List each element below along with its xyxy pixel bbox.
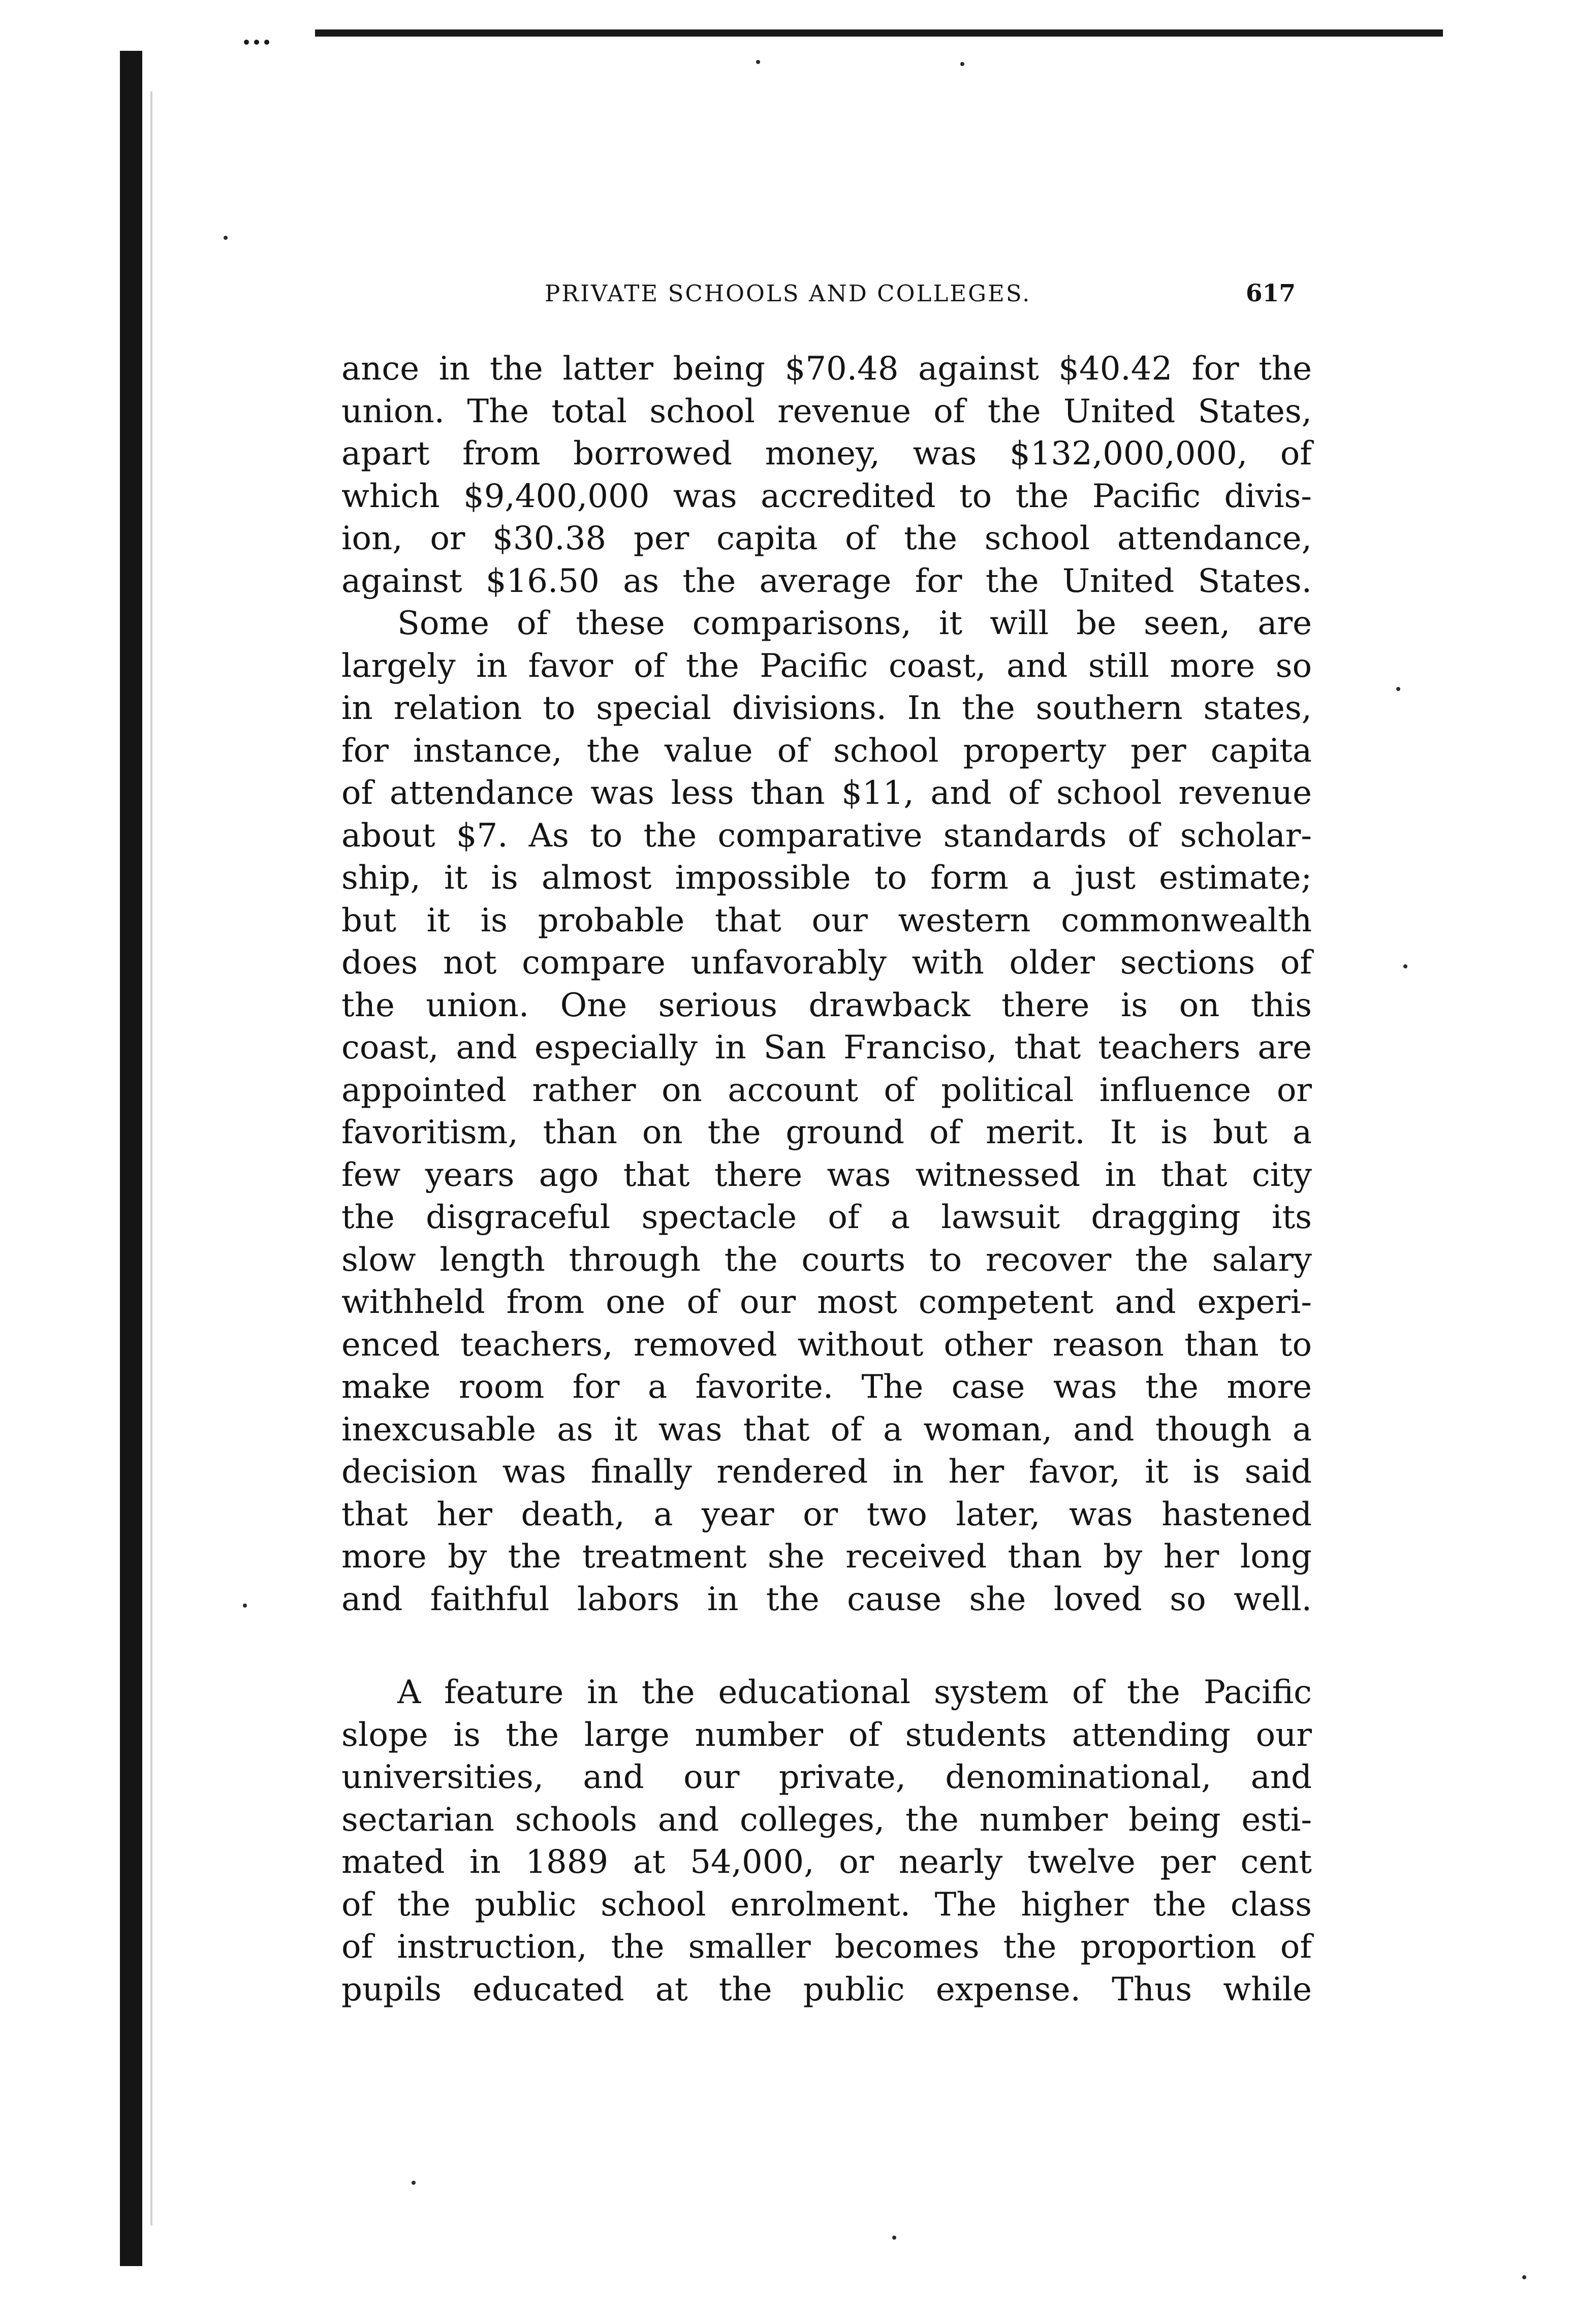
text-line: the union. One serious drawback there is on this: [341, 986, 1312, 1024]
top-rule-artifact: [315, 29, 1443, 37]
text-line: ance in the latter being $70.48 against $40.42 for the: [341, 350, 1312, 388]
text-line: sectarian schools and colleges, the number being esti-: [341, 1801, 1312, 1839]
text-line: union. The total school revenue of the United States,: [341, 392, 1312, 430]
scan-speck: [892, 2236, 896, 2240]
page-number: 617: [1245, 279, 1296, 307]
text-line: ship, it is almost impossible to form a just estimate;: [341, 859, 1312, 897]
section-break: [341, 1621, 1312, 1672]
paragraph-3: [341, 1672, 1312, 2011]
paragraph-2: [341, 603, 1312, 1621]
text-line: and faithful labors in the cause she loved so well.: [341, 1580, 1312, 1618]
scan-speck: [1396, 687, 1400, 691]
text-line: inexcusable as it was that of a woman, and though a: [341, 1410, 1312, 1449]
text-line: pupils educated at the public expense. Thus while: [341, 1970, 1312, 2008]
text-line: more by the treatment she received than by her long: [341, 1538, 1312, 1576]
text-line: largely in favor of the Pacific coast, and still more so: [341, 647, 1312, 685]
text-line: A feature in the educational system of the Pacific: [397, 1674, 1312, 1711]
text-line: appointed rather on account of political influence or: [341, 1071, 1312, 1109]
text-line: of attendance was less than $11, and of school revenue: [341, 774, 1312, 812]
text-line: which $9,400,000 was accredited to the Pacific divis-: [341, 477, 1312, 515]
text-line: withheld from one of our most competent and experi-: [341, 1283, 1312, 1321]
text-line: ion, or $30.38 per capita of the school attendance,: [341, 520, 1312, 557]
scan-speck: [1403, 964, 1407, 968]
top-dash-artifact: [244, 40, 269, 51]
text-line: decision was finally rendered in her favor, it is said: [341, 1453, 1312, 1491]
running-title: PRIVATE SCHOOLS AND COLLEGES.: [545, 280, 1031, 307]
text-column: [341, 348, 1312, 2011]
text-line: about $7. As to the comparative standards of scholar-: [341, 816, 1312, 855]
text-line: against $16.50 as the average for the United States.: [341, 562, 1312, 600]
scan-speck: [243, 1604, 247, 1608]
text-line: does not compare unfavorably with older sections of: [341, 944, 1312, 982]
text-line: mated in 1889 at 54,000, or nearly twelve per cent: [341, 1843, 1312, 1881]
text-line: but it is probable that our western commonwealth: [341, 901, 1312, 939]
text-line: of instruction, the smaller becomes the proportion of: [341, 1928, 1312, 1966]
scan-speck: [224, 236, 228, 240]
text-line: slope is the large number of students attending our: [341, 1716, 1312, 1754]
binding-edge-shadow: [120, 51, 142, 2266]
text-line: in relation to special divisions. In the southern states,: [341, 689, 1312, 727]
text-line: Some of these comparisons, it will be seen, are: [397, 605, 1312, 642]
text-line: favoritism, than on the ground of merit. It is but a: [341, 1114, 1312, 1151]
text-line: make room for a favorite. The case was the more: [341, 1368, 1312, 1406]
binding-hairline: [150, 91, 152, 2225]
text-line: enced teachers, removed without other reason than to: [341, 1326, 1312, 1364]
text-line: universities, and our private, denominational, and: [341, 1758, 1312, 1796]
text-line: of the public school enrolment. The higher the class: [341, 1886, 1312, 1924]
text-line: apart from borrowed money, was $132,000,000, of: [341, 435, 1312, 473]
text-line: that her death, a year or two later, was hastened: [341, 1495, 1312, 1533]
scan-speck: [1522, 2275, 1526, 2279]
scan-speck: [756, 60, 760, 64]
text-line: for instance, the value of school property per capita: [341, 732, 1312, 770]
running-header: [503, 278, 1296, 309]
paragraph-1: [341, 348, 1312, 603]
scan-speck: [960, 62, 964, 66]
text-line: slow length through the courts to recover the salary: [341, 1241, 1312, 1279]
text-line: few years ago that there was witnessed in that city: [341, 1156, 1312, 1194]
text-line: coast, and especially in San Franciso, that teachers are: [341, 1029, 1312, 1066]
scan-speck: [412, 2181, 416, 2185]
text-line: the disgraceful spectacle of a lawsuit dragging its: [341, 1199, 1312, 1236]
